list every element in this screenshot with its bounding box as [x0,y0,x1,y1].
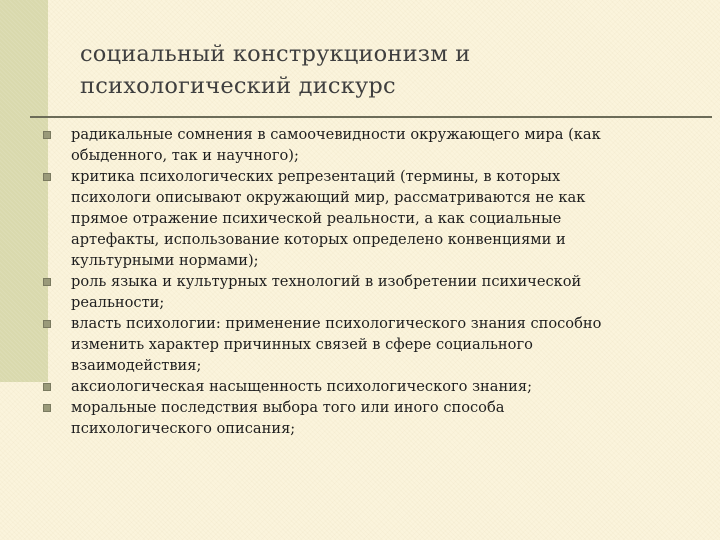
square-bullet-icon [43,383,51,391]
slide-title-line: психологический дискурс [80,73,396,99]
square-bullet-icon [43,404,51,412]
title-divider [30,116,712,118]
bullet-item [0,271,720,313]
bullet-item [0,376,720,397]
bullet-text-line: реальности; [71,294,165,311]
bullet-text-line: моральные последствия выбора того или иного способа [71,399,505,416]
bullet-text-line: изменить характер причинных связей в сфере социального [71,336,533,353]
slide-title [80,38,680,102]
square-bullet-icon [43,131,51,139]
bullet-text-line: радикальные сомнения в самоочевидности окружающего мира (как [71,126,601,143]
bullet-text-line: психологического описания; [71,420,296,437]
slide-title-line: социальный конструкционизм и [80,41,471,67]
bullet-item [0,124,720,166]
bullet-item [0,166,720,271]
square-bullet-icon [43,320,51,328]
bullet-text-line: культурными нормами); [71,252,259,269]
bullet-text-line: аксиологическая насыщенность психологического знания; [71,378,533,395]
square-bullet-icon [43,173,51,181]
square-bullet-icon [43,278,51,286]
bullet-text-line: психологи описывают окружающий мир, рассматриваются не как [71,189,586,206]
bullet-text-line: роль языка и культурных технологий в изобретении психической [71,273,582,290]
bullet-text-line: власть психологии: применение психологического знания способно [71,315,602,332]
bullet-text-line: прямое отражение психической реальности, а как социальные [71,210,562,227]
bullet-text-line: артефакты, использование которых определено конвенциями и [71,231,566,248]
bullet-list [0,124,720,439]
bullet-text-line: критика психологических репрезентаций (термины, в которых [71,168,561,185]
bullet-item [0,397,720,439]
bullet-text-line: взаимодействия; [71,357,202,374]
bullet-text-line: обыденного, так и научного); [71,147,299,164]
bullet-item [0,313,720,376]
